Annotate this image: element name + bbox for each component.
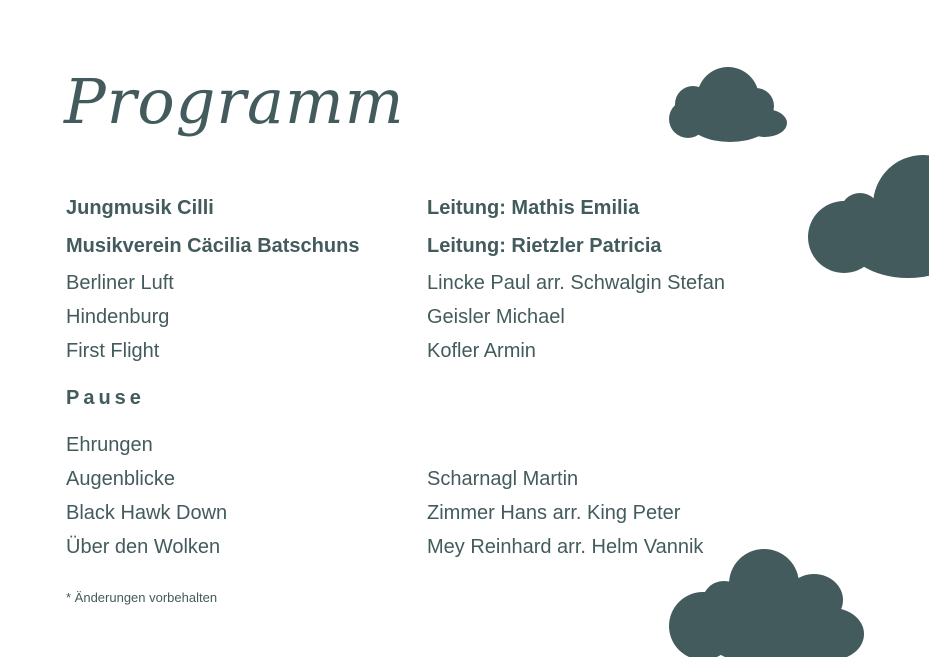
piece-title: First Flight	[66, 340, 160, 362]
band-leader: Leitung: Rietzler Patricia	[427, 235, 662, 257]
pause-heading: Pause	[66, 387, 145, 409]
cloud-icon	[668, 548, 866, 657]
piece-composer: Geisler Michael	[427, 306, 565, 328]
program-item	[66, 303, 866, 331]
piece-title: Berliner Luft	[66, 272, 174, 294]
piece-composer: Mey Reinhard arr. Helm Vannik	[427, 536, 704, 558]
piece-title: Augenblicke	[66, 468, 175, 490]
band-name: Musikverein Cäcilia Batschuns	[66, 235, 360, 257]
footnote: * Änderungen vorbehalten	[66, 590, 218, 605]
piece-title: Black Hawk Down	[66, 502, 228, 524]
piece-title: Ehrungen	[66, 434, 153, 456]
program-item	[66, 337, 866, 365]
piece-title: Über den Wolken	[66, 536, 221, 558]
band-row	[66, 232, 866, 260]
band-row	[66, 194, 866, 222]
piece-title: Hindenburg	[66, 306, 170, 328]
program-item	[66, 465, 866, 493]
page-title: Programm	[64, 65, 405, 138]
piece-composer: Lincke Paul arr. Schwalgin Stefan	[427, 272, 725, 294]
cloud-icon	[668, 66, 788, 144]
piece-composer: Scharnagl Martin	[427, 468, 579, 490]
piece-composer: Kofler Armin	[427, 340, 536, 362]
band-leader: Leitung: Mathis Emilia	[427, 197, 640, 219]
band-name: Jungmusik Cilli	[66, 197, 214, 219]
program-item	[66, 499, 866, 527]
program-item	[66, 431, 866, 459]
piece-composer: Zimmer Hans arr. King Peter	[427, 502, 681, 524]
cloud-icon	[808, 155, 929, 279]
program-item	[66, 269, 866, 297]
